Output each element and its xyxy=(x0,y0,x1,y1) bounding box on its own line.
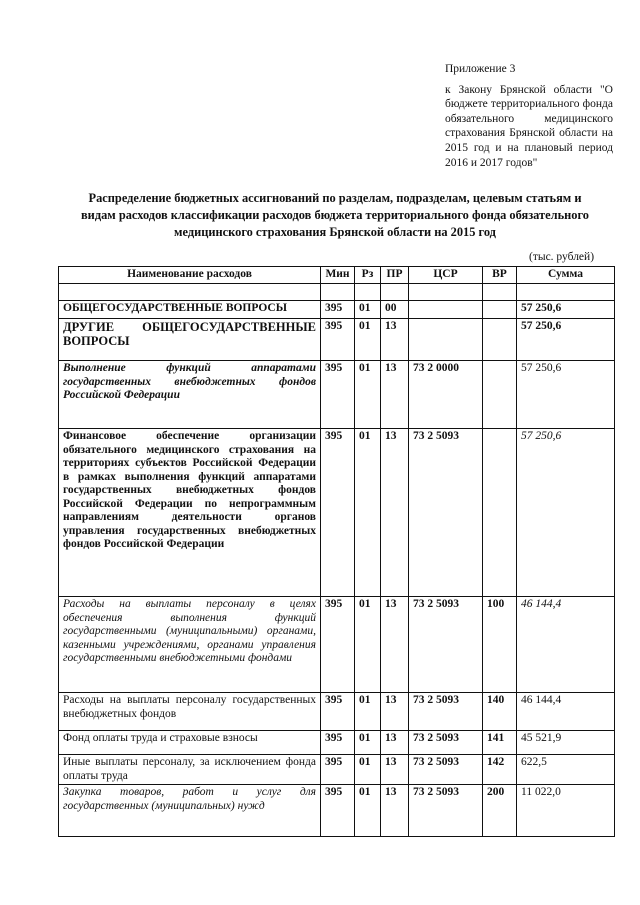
row-pr: 13 xyxy=(381,731,409,755)
spacer-row xyxy=(59,284,615,301)
row-min: 395 xyxy=(321,785,355,837)
table-row xyxy=(59,755,615,785)
row-name: ДРУГИЕ ОБЩЕГОСУДАРСТВЕННЫЕ ВОПРОСЫ xyxy=(59,319,321,361)
row-sum: 45 521,9 xyxy=(517,731,615,755)
row-vr xyxy=(483,429,517,597)
header-name: Наименование расходов xyxy=(59,267,321,284)
row-csr xyxy=(409,301,483,319)
row-min: 395 xyxy=(321,361,355,429)
table-row xyxy=(59,301,615,319)
row-name: ОБЩЕГОСУДАРСТВЕННЫЕ ВОПРОСЫ xyxy=(59,301,321,319)
row-vr: 100 xyxy=(483,597,517,693)
row-sum: 57 250,6 xyxy=(517,319,615,361)
row-vr xyxy=(483,301,517,319)
row-rz: 01 xyxy=(355,785,381,837)
row-vr: 140 xyxy=(483,693,517,731)
row-pr: 13 xyxy=(381,785,409,837)
table-row xyxy=(59,319,615,361)
row-rz: 01 xyxy=(355,693,381,731)
row-vr xyxy=(483,361,517,429)
table-row xyxy=(59,785,615,837)
row-sum: 11 022,0 xyxy=(517,785,615,837)
table-header-row xyxy=(59,267,615,284)
header-rz: Рз xyxy=(355,267,381,284)
row-rz: 01 xyxy=(355,319,381,361)
row-csr xyxy=(409,319,483,361)
row-csr: 73 2 5093 xyxy=(409,429,483,597)
row-min: 395 xyxy=(321,755,355,785)
row-rz: 01 xyxy=(355,731,381,755)
row-rz: 01 xyxy=(355,301,381,319)
row-min: 395 xyxy=(321,731,355,755)
row-pr: 13 xyxy=(381,361,409,429)
row-csr: 73 2 5093 xyxy=(409,597,483,693)
table-row xyxy=(59,693,615,731)
header-min: Мин xyxy=(321,267,355,284)
row-sum: 57 250,6 xyxy=(517,429,615,597)
units-label: (тыс. рублей) xyxy=(529,251,595,263)
row-min: 395 xyxy=(321,429,355,597)
row-vr: 141 xyxy=(483,731,517,755)
row-min: 395 xyxy=(321,319,355,361)
row-name: Иные выплаты персоналу, за исключением фонда оплаты труда xyxy=(59,755,321,785)
row-sum: 57 250,6 xyxy=(517,361,615,429)
row-rz: 01 xyxy=(355,429,381,597)
row-pr: 13 xyxy=(381,693,409,731)
row-pr: 13 xyxy=(381,755,409,785)
table-row xyxy=(59,429,615,597)
row-name: Расходы на выплаты персоналу государственных внебюджетных фондов xyxy=(59,693,321,731)
row-pr: 00 xyxy=(381,301,409,319)
row-name: Финансовое обеспечение организации обязательного медицинского страхования на территориях субъектов Российской Федерации в рамках выполнения функций аппаратами государственных внебюджетных фондов Российской Федерации по непрограммным направлениям деятельности органов управления государственных внебюджетных фондов Российской Федерации xyxy=(59,429,321,597)
row-csr: 73 2 5093 xyxy=(409,693,483,731)
row-rz: 01 xyxy=(355,597,381,693)
header-csr: ЦСР xyxy=(409,267,483,284)
row-sum: 57 250,6 xyxy=(517,301,615,319)
header-sum: Сумма xyxy=(517,267,615,284)
row-csr: 73 2 5093 xyxy=(409,785,483,837)
document-heading: Распределение бюджетных ассигнований по разделам, подразделам, целевым статьям и видам расходов классификации расходов бюджета территориального фонда обязательного медицинского страхования Брянской области на 2015 год xyxy=(80,191,589,239)
appendix-body: к Закону Брянской области "О бюджете территориального фонда обязательного медицинского страхования Брянской области на 2015 год и на плановый период 2016 и 2017 годов" xyxy=(445,83,613,169)
row-pr: 13 xyxy=(381,597,409,693)
row-name: Закупка товаров, работ и услуг для государственных (муниципальных) нужд xyxy=(59,785,321,837)
row-name: Выполнение функций аппаратами государственных внебюджетных фондов Российской Федерации xyxy=(59,361,321,429)
table-row xyxy=(59,731,615,755)
row-csr: 73 2 5093 xyxy=(409,731,483,755)
row-min: 395 xyxy=(321,693,355,731)
row-vr xyxy=(483,319,517,361)
row-pr: 13 xyxy=(381,319,409,361)
table-row xyxy=(59,597,615,693)
row-name: Фонд оплаты труда и страховые взносы xyxy=(59,731,321,755)
header-pr: ПР xyxy=(381,267,409,284)
appendix-note xyxy=(445,62,613,170)
row-rz: 01 xyxy=(355,755,381,785)
row-csr: 73 2 5093 xyxy=(409,755,483,785)
budget-table xyxy=(58,266,615,837)
row-min: 395 xyxy=(321,301,355,319)
row-pr: 13 xyxy=(381,429,409,597)
row-sum: 46 144,4 xyxy=(517,597,615,693)
appendix-title: Приложение 3 xyxy=(445,63,516,75)
row-rz: 01 xyxy=(355,361,381,429)
row-vr: 200 xyxy=(483,785,517,837)
row-min: 395 xyxy=(321,597,355,693)
row-name: Расходы на выплаты персоналу в целях обеспечения выполнения функций государственными (муниципальными) органами, казенными учреждениями, органами управления государственными внебюджетными фондами xyxy=(59,597,321,693)
header-vr: ВР xyxy=(483,267,517,284)
row-csr: 73 2 0000 xyxy=(409,361,483,429)
row-sum: 46 144,4 xyxy=(517,693,615,731)
row-vr: 142 xyxy=(483,755,517,785)
table-row xyxy=(59,361,615,429)
row-sum: 622,5 xyxy=(517,755,615,785)
